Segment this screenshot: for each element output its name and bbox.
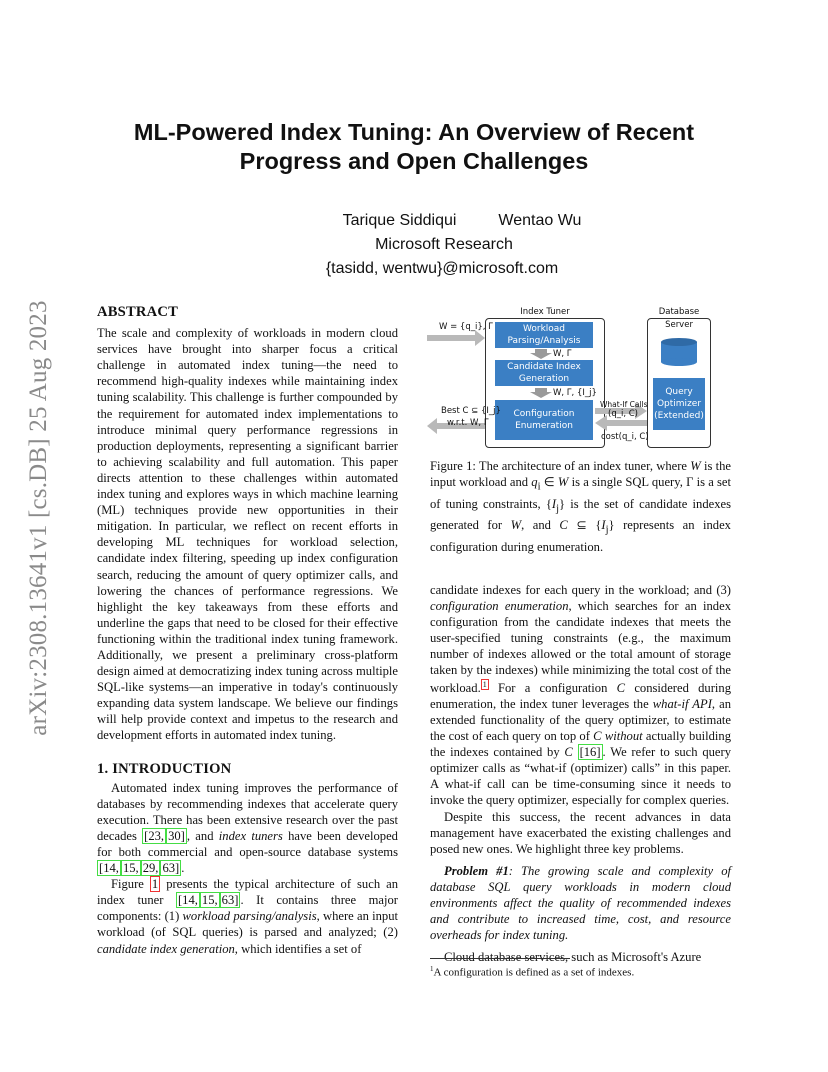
down-arrow-1 [530,349,552,359]
affiliation: Microsoft Research [375,236,513,253]
architecture-figure [425,302,737,452]
footnote-link[interactable]: 1 [482,679,487,689]
title-line-1: ML-Powered Index Tuning: An Overview of Recent [133,119,695,145]
paper-title [0,118,828,176]
right-paragraph-1: candidate indexes for each query in the workload; and (3) configuration enumeration, which searches for an index configuration from the candidate indexes that meets the user-specified tuning constraints (e.g., the maximum number of indexes allowed or the total amount of storage taken by the indexes) while minimizing the total cost of the workload. $^1$ For a configuration C considered during enumeration, the index tuner leverages the what-if API, an extended functionality of the query optimizer, to estimate the cost of each query on top of C without actually building the indexes contained by C [16] . We refer to such query optimizer calls as “what-if (optimizer) calls” in this paper. A what-if call can be time-consuming since it needs to invoke the query optimizer, especially for complex queries. [430,583,732,808]
citation-link[interactable]: 15, [201,893,218,908]
footnote-rule [430,958,570,959]
right-column [430,582,731,965]
candidate-generation-box: Candidate Index Generation [495,360,593,386]
query-optimizer-box: Query Optimizer (Extended) [653,378,705,430]
left-column [97,304,398,957]
citation-link[interactable]: 15, [122,861,139,876]
best-config-label-2: w.r.t. W, Γ [447,418,489,428]
author-emails: {tasidd, wentwu}@microsoft.com [325,260,559,277]
intro-paragraph-1: Automated index tuning improves the performance of databases by recommending indexes that accelerate query execution. There has been extensive research over the past decades [23, 30] , and index tuners have been developed for both commercial and open-source database systems [14, 15, 29, 63] . [97,780,398,876]
best-config-label-1: Best C ⊆ {I_j} [441,406,501,416]
arxiv-stamp: arXiv:2308.13641v1 [cs.DB] 25 Aug 2023 [25,300,52,736]
abstract-text: The scale and complexity of workloads in modern cloud services have brought into sharper focus a critical challenge in automated index tuning—the need to recommend high-quality indexes while maintaining index tuning scalability. This challenge is further compounded by the requirement for automated index implementations to introduce minimal query performance regressions in production deployments, representing a significant barrier to achieving scalability and full automation. This paper directs attention to these challenges within automated index tuning and explores ways in which machine learning (ML) techniques provide new opportunities in their mitigation. In particular, we reflect on recent efforts in developing ML techniques for workload selection, candidate index filtering, speeding up index configuration search, reducing the amount of query optimizer calls, and lowering the chances of performance regressions. We highlight the key takeaways from these efforts and underline the gaps that need to be closed for their effective functioning within the traditional index tuning framework. Additionally, we present a preliminary cross-platform design aimed at democratizing index tuning across multiple SQL-like systems—an imperative in today's continuously expanding data system landscape. We believe our findings will help provide context and impetus to the research and development efforts in automated index tuning. [97,326,398,743]
database-server-label-1: Database [658,307,700,317]
citation-link[interactable]: 29, [142,861,159,876]
figure-link[interactable]: 1 [151,877,159,892]
configuration-enumeration-box: Configuration Enumeration [495,400,593,440]
citation-link[interactable]: 63] [162,861,180,876]
intro-paragraph-2: Figure 1 presents the typical architecture of such an index tuner [14, 15, 63] . It contains three major components: (1) workload parsing/analysis, where an input workload (of SQL queries) is parsed and analyzed; (2) candidate index generation, which identifies a set of [97,877,399,956]
author-1: Tarique Siddiqui [342,212,457,229]
citation-link[interactable]: 30] [168,828,185,843]
down-arrow-2 [530,388,552,398]
figure-caption: Figure 1: The architecture of an index tuner, where W is the input workload and $q_i$ ∈ W is a single SQL query, Γ is a set of tuning constraints, $\{I_j\}$ is the set of candidate indexes generated for W, and C ⊆ $\{I_j\}$ represents an index configuration during enumeration. [430,459,731,554]
footnote: $^1$A configuration is defined as a set of indexes. [430,965,635,979]
citation-link[interactable]: [14, [177,893,198,908]
author-2: Wentao Wu [498,212,582,229]
citation-link[interactable]: 63] [221,893,239,908]
database-cylinder-top [661,338,697,346]
arrow-label-1: W, Γ [553,349,572,359]
arrow-label-2: W, Γ, {I_j} [553,388,597,398]
input-workload-label: W = {q_i}, Γ [439,322,493,332]
right-paragraph-3: Cloud database services, such as Microsoft's Azure [444,950,702,965]
title-line-2: Progress and Open Challenges [239,148,589,174]
citation-link[interactable]: [23, [144,828,165,843]
author-block [0,209,828,281]
intro-heading: 1. INTRODUCTION [97,760,232,777]
database-server-label-2: Server [665,320,693,330]
problem-1: Problem #1: The growing scale and complexity of database SQL query workloads in modern cloud environments affect the quality of recommended indexes and contribute to increased time, cost, and resource overheads for index tuning. [430,863,731,943]
abstract-heading: ABSTRACT [97,304,179,320]
what-if-label-1: What-If Calls [600,400,648,409]
what-if-label-2: (q_i, C) [608,409,638,419]
cost-label: cost(q_i, C) [601,432,649,442]
citation-link[interactable]: [14, [99,861,119,876]
input-arrow [427,330,485,346]
citation-link[interactable]: [16] [579,745,601,760]
workload-parsing-box: Workload Parsing/Analysis [495,322,593,348]
right-paragraph-2: Despite this success, the recent advances in data management have exacerbated the existing challenges and posed new ones. We highlight three key problems. [430,809,731,856]
author-names [343,209,582,233]
index-tuner-label: Index Tuner [520,307,570,317]
